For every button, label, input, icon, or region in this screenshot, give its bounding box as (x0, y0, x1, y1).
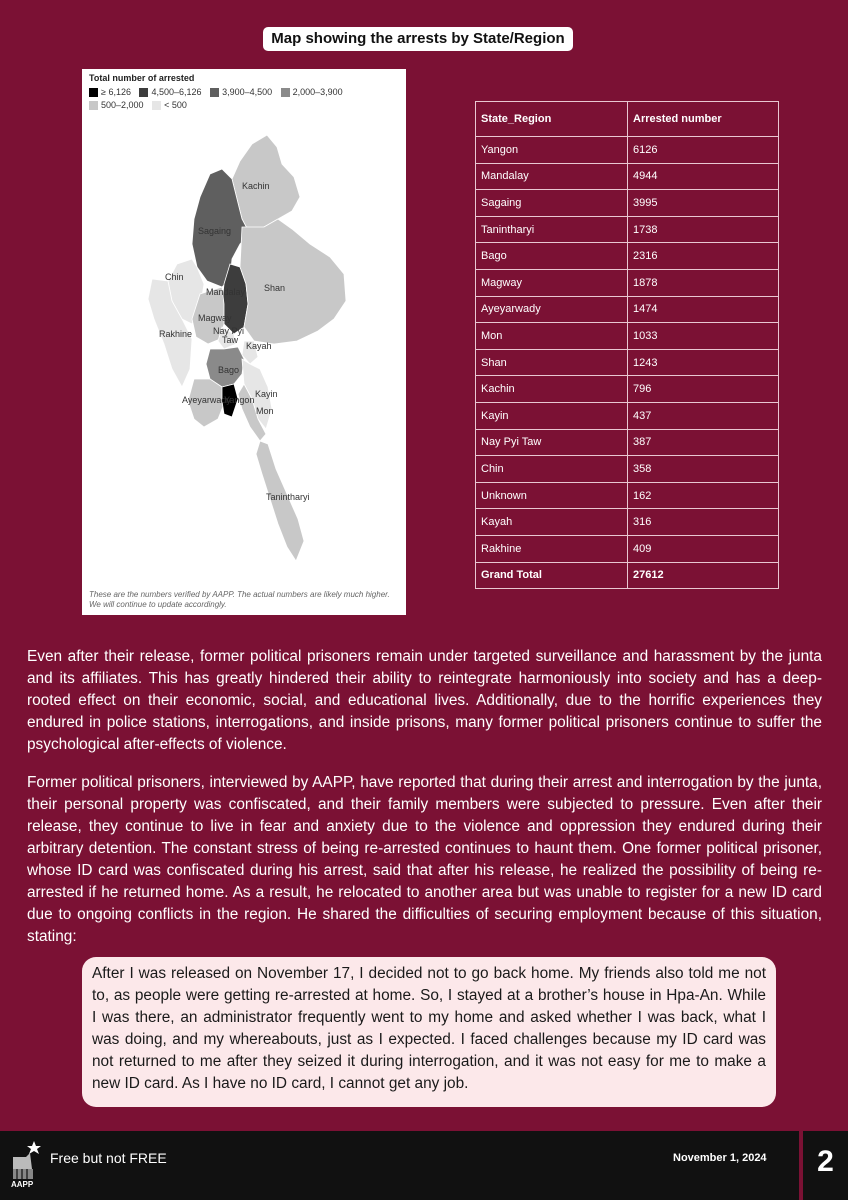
table-total-row (476, 562, 779, 589)
cell-count: 358 (628, 456, 779, 483)
cell-region: Kayah (476, 509, 628, 536)
map-note: These are the numbers verified by AAPP. The actual numbers are likely much higher. We will continue to update accordingly. (89, 590, 390, 609)
logo-text: AAPP (11, 1180, 34, 1189)
testimony-quote: After I was released on November 17, I decided not to go back home. My friends also told me not to, as people were getting re-arrested at home. So, I stayed at a brother’s house in Hpa-An. While I was there, an administrator frequently went to my home and asked whether I was back, what I was doing, and my whereabouts, just as I expected. I faced challenges because my ID card was not returned to me after they seized it during interrogation, and it was not easy for me to make a new ID card. As I have no ID card, I cannot get any job. (82, 957, 776, 1107)
cell-count: 409 (628, 535, 779, 562)
header-state-region: State_Region (476, 102, 628, 137)
cell-count: 1033 (628, 323, 779, 350)
cell-count: 1243 (628, 349, 779, 376)
body-paragraph-2: Former political prisoners, interviewed by AAPP, have reported that during their arrest and interrogation by the junta, their personal property was confiscated, and their family members were subjected to pressure. Even after their release, they continue to live in fear and anxiety due to the violence and oppression they endured during their arbitrary detention. The constant stress of being re-arrested continues to haunt them. One former political prisoner, whose ID card was confiscated during his arrest, said that after his release, he realized the possibility of being re-arrested if he returned home. As a result, he relocated to another area but was unable to register for a new ID card due to ongoing conflicts in the region. He shared the difficulties of securing employment because of this situation, stating: (27, 774, 822, 945)
label-rakhine: Rakhine (159, 329, 193, 339)
cell-region: Yangon (476, 137, 628, 164)
table-row (476, 269, 779, 296)
footer-date: November 1, 2024 (673, 1152, 767, 1164)
label-naypyitaw-1: Nay Pyi (213, 326, 245, 336)
table-row (476, 482, 779, 509)
cell-region: Kachin (476, 376, 628, 403)
table-row (476, 216, 779, 243)
cell-count: 1474 (628, 296, 779, 323)
cell-region: Kayin (476, 402, 628, 429)
label-magway: Magway (198, 313, 232, 323)
table-row (476, 137, 779, 164)
cell-total-value: 27612 (628, 562, 779, 589)
map-legend-title: Total number of arrested (89, 73, 195, 83)
label-naypyitaw-2: Taw (222, 335, 239, 345)
cell-region: Shan (476, 349, 628, 376)
page-title: Map showing the arrests by State/Region (263, 27, 573, 51)
page-number: 2 (799, 1131, 848, 1200)
table-row (476, 429, 779, 456)
label-chin: Chin (165, 272, 184, 282)
legend-label: < 500 (164, 100, 187, 110)
legend-label: 2,000–3,900 (292, 87, 343, 97)
page-footer (0, 1131, 848, 1200)
cell-count: 2316 (628, 243, 779, 270)
cell-region: Mon (476, 323, 628, 350)
legend-label: 3,900–4,500 (222, 87, 273, 97)
cell-count: 162 (628, 482, 779, 509)
label-mandalay: Mandalay (206, 287, 246, 297)
cell-region: Unknown (476, 482, 628, 509)
table-row (476, 456, 779, 483)
table-row (476, 402, 779, 429)
table-row (476, 535, 779, 562)
table-row (476, 323, 779, 350)
label-shan: Shan (264, 283, 286, 293)
cell-region: Magway (476, 269, 628, 296)
cell-region: Ayeyarwady (476, 296, 628, 323)
cell-region: Sagaing (476, 190, 628, 217)
label-kayah: Kayah (246, 341, 272, 351)
cell-region: Tanintharyi (476, 216, 628, 243)
myanmar-map (82, 69, 406, 615)
region-shan (240, 219, 346, 344)
label-yangon: Yangon (224, 395, 255, 405)
cell-count: 387 (628, 429, 779, 456)
legend-label: 500–2,000 (101, 100, 144, 110)
arrests-table (475, 101, 779, 589)
arrest-map-panel (82, 69, 406, 615)
table-row (476, 163, 779, 190)
cell-region: Chin (476, 456, 628, 483)
table-header-row (476, 102, 779, 137)
label-bago: Bago (218, 365, 240, 375)
legend-label: ≥ 6,126 (101, 87, 131, 97)
table-row (476, 190, 779, 217)
cell-count: 4944 (628, 163, 779, 190)
table-row (476, 296, 779, 323)
cell-count: 6126 (628, 137, 779, 164)
cell-count: 1878 (628, 269, 779, 296)
cell-region: Rakhine (476, 535, 628, 562)
cell-count: 437 (628, 402, 779, 429)
legend-label: 4,500–6,126 (151, 87, 202, 97)
cell-count: 1738 (628, 216, 779, 243)
table-row (476, 376, 779, 403)
cell-region: Nay Pyi Taw (476, 429, 628, 456)
table-row (476, 243, 779, 270)
label-sagaing: Sagaing (198, 226, 232, 236)
label-ayeyarwady: Ayeyarwady (182, 395, 231, 405)
label-tanintharyi: Tanintharyi (266, 492, 310, 502)
cell-count: 796 (628, 376, 779, 403)
body-paragraph-1: Even after their release, former political prisoners remain under targeted surveillance and harassment by the junta and its affiliates. This has greatly hindered their ability to reintegrate harmoniously into society and has a deep-rooted effect on their economic, social, and educational lives. Additionally, due to the horrific experiences they endured in police stations, interrogations, and inside prisons, many former political prisoners continue to suffer the psychological after-effects of violence. (27, 648, 822, 753)
header-arrested-number: Arrested number (628, 102, 779, 137)
label-kayin: Kayin (255, 389, 278, 399)
table-row (476, 349, 779, 376)
label-mon: Mon (256, 406, 274, 416)
cell-count: 316 (628, 509, 779, 536)
footer-slogan: Free but not FREE (50, 1150, 167, 1166)
cell-region: Mandalay (476, 163, 628, 190)
label-kachin: Kachin (242, 181, 270, 191)
table-row (476, 509, 779, 536)
cell-total-label: Grand Total (476, 562, 628, 589)
aapp-logo-icon (10, 1139, 44, 1189)
cell-count: 3995 (628, 190, 779, 217)
cell-region: Bago (476, 243, 628, 270)
